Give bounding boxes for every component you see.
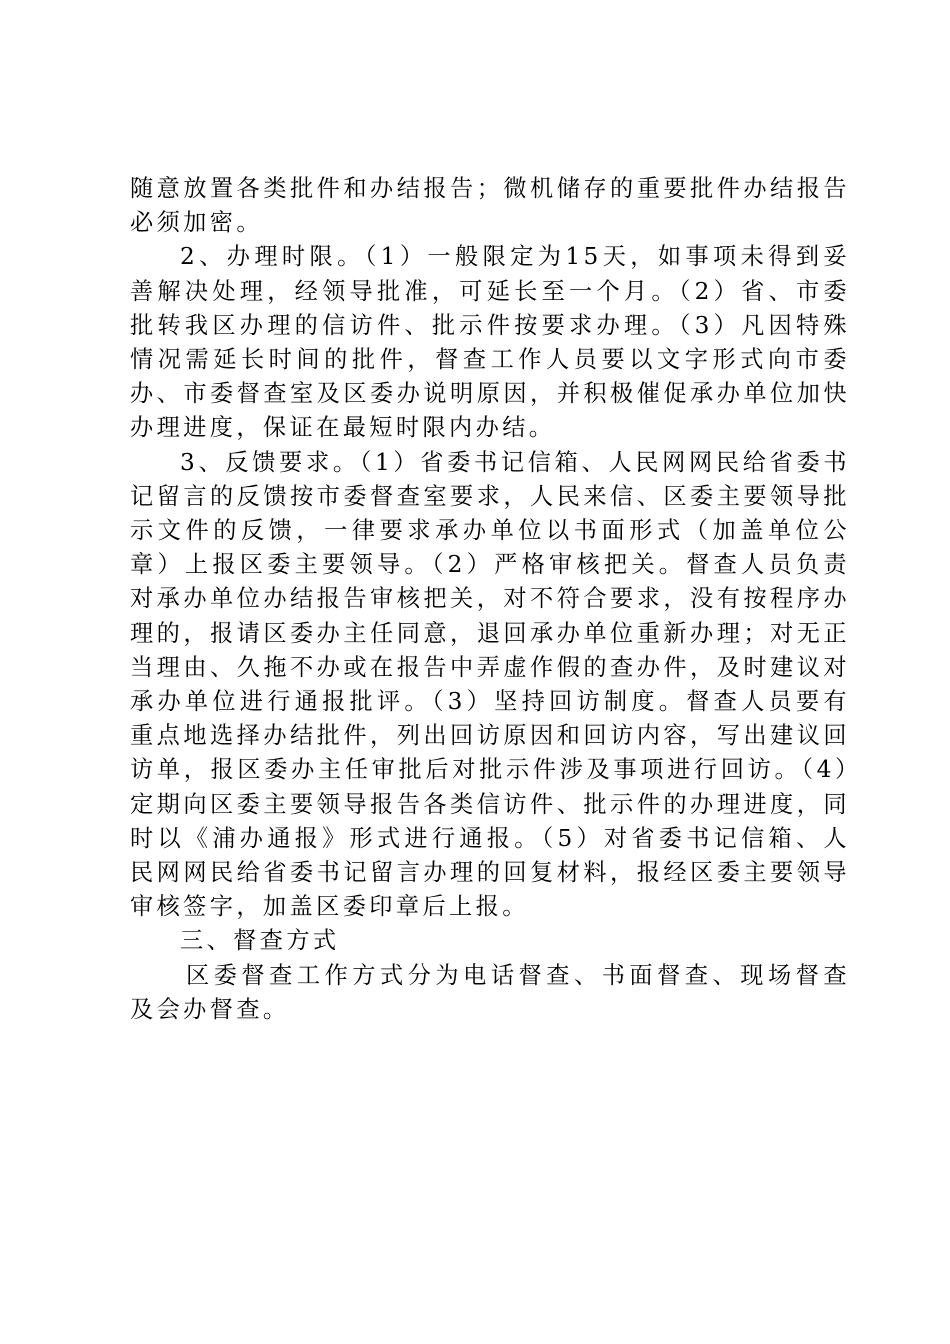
paragraph-continuation: 随意放置各类批件和办结报告；微机储存的重要批件办结报告必须加密。 xyxy=(130,175,850,237)
section-heading-supervision-method: 三、督查方式 xyxy=(180,927,340,955)
paragraph-supervision-method: 区委督查工作方式分为电话督查、书面督查、现场督查及会办督查。 xyxy=(130,961,850,1023)
document-page xyxy=(130,172,850,1027)
paragraph-time-limit: 2、办理时限。（1）一般限定为15天，如事项未得到妥善解决处理，经领导批准，可延长至一个月。（2）省、市委批转我区办理的信访件、批示件按要求办理。（3）凡因特殊情况需延长时间的批件，督查工作人员要以文字形式向市委办、市委督查室及区委办说明原因，并积极催促承办单位加快办理进度，保证在最短时限内办结。 xyxy=(130,243,850,442)
paragraph-feedback: 3、反馈要求。（1）省委书记信箱、人民网网民给省委书记留言的反馈按市委督查室要求，人民来信、区委主要领导批示文件的反馈，一律要求承办单位以书面形式（加盖单位公章）上报区委主要领导。（2）严格审核把关。督查人员负责对承办单位办结报告审核把关，对不符合要求，没有按程序办理的，报请区委办主任同意，退回承办单位重新办理；对无正当理由、久拖不办或在报告中弄虚作假的查办件，及时建议对承办单位进行通报批评。（3）坚持回访制度。督查人员要有重点地选择办结批件，列出回访原因和回访内容，写出建议回访单，报区委办主任审批后对批示件涉及事项进行回访。（4）定期向区委主要领导报告各类信访件、批示件的办理进度，同时以《浦办通报》形式进行通报。（5）对省委书记信箱、人民网网民给省委书记留言办理的回复材料，报经区委主要领导审核签字，加盖区委印章后上报。 xyxy=(130,448,850,921)
